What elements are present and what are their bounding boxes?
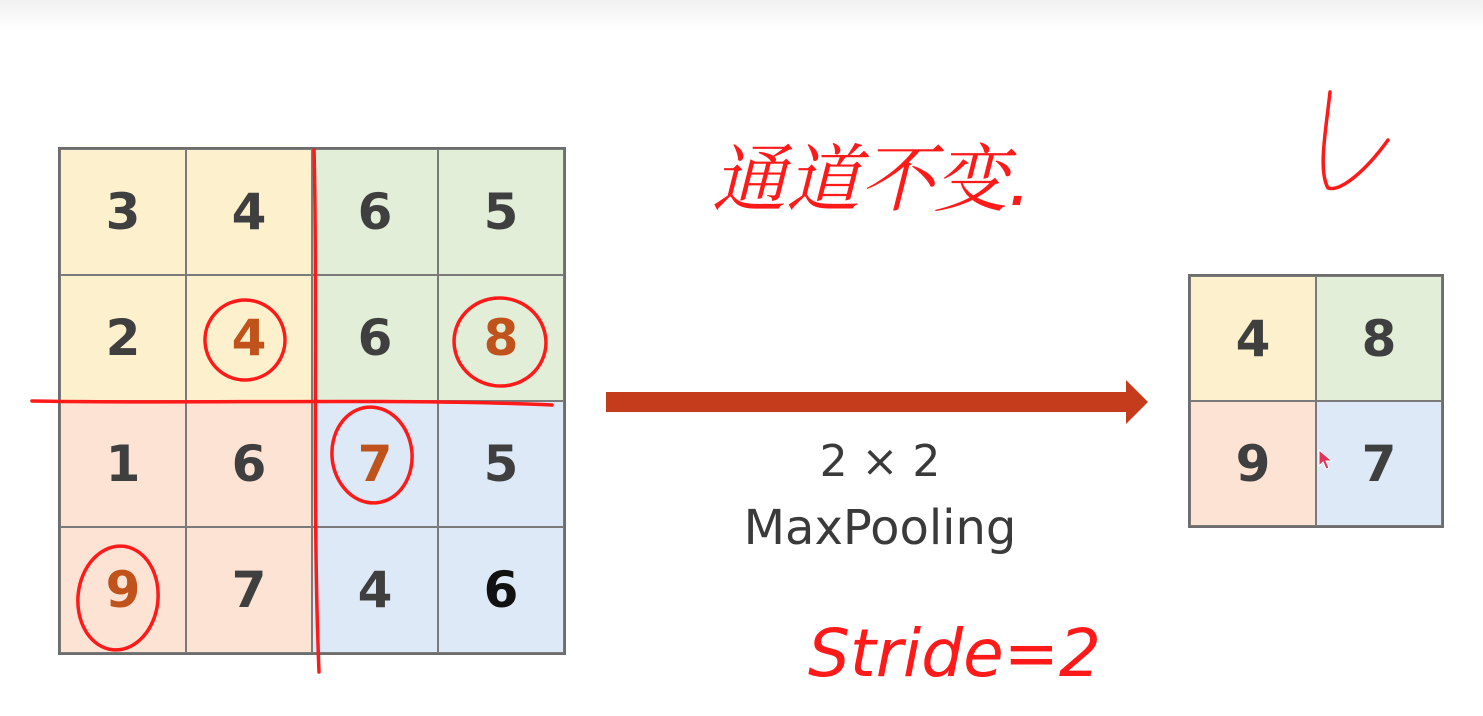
input-cell-max: 8 — [438, 275, 564, 401]
output-cell: 9 — [1190, 401, 1316, 526]
output-matrix — [1188, 274, 1444, 528]
input-cell: 4 — [186, 149, 312, 275]
input-cell: 6 — [186, 401, 312, 527]
arrow-head-icon — [1126, 380, 1148, 424]
pooling-arrow — [606, 392, 1128, 412]
input-cell-max: 9 — [60, 527, 186, 653]
input-cell: 5 — [438, 149, 564, 275]
input-cell: 5 — [438, 401, 564, 527]
input-cell: 1 — [60, 401, 186, 527]
output-cell: 4 — [1190, 276, 1316, 401]
down-arrow-icon — [1323, 92, 1388, 189]
input-cell: 4 — [312, 527, 438, 653]
operation-label: MaxPooling — [743, 500, 1017, 556]
input-cell: 7 — [186, 527, 312, 653]
input-cell: 6 — [312, 149, 438, 275]
input-cell: 6 — [438, 527, 564, 653]
input-cell: 3 — [60, 149, 186, 275]
pool-size-label: 2 × 2 — [819, 436, 941, 487]
channel-note: 通道不变. — [712, 137, 1032, 223]
input-cell: 6 — [312, 275, 438, 401]
input-cell-max: 4 — [186, 275, 312, 401]
input-cell-max: 7 — [312, 401, 438, 527]
input-cell: 2 — [60, 275, 186, 401]
mouse-cursor-icon — [1318, 449, 1334, 471]
output-cell: 7 — [1316, 401, 1442, 526]
top-bar — [0, 0, 1483, 30]
stride-note: Stride=2 — [808, 615, 1102, 692]
output-cell: 8 — [1316, 276, 1442, 401]
input-matrix — [58, 147, 566, 655]
